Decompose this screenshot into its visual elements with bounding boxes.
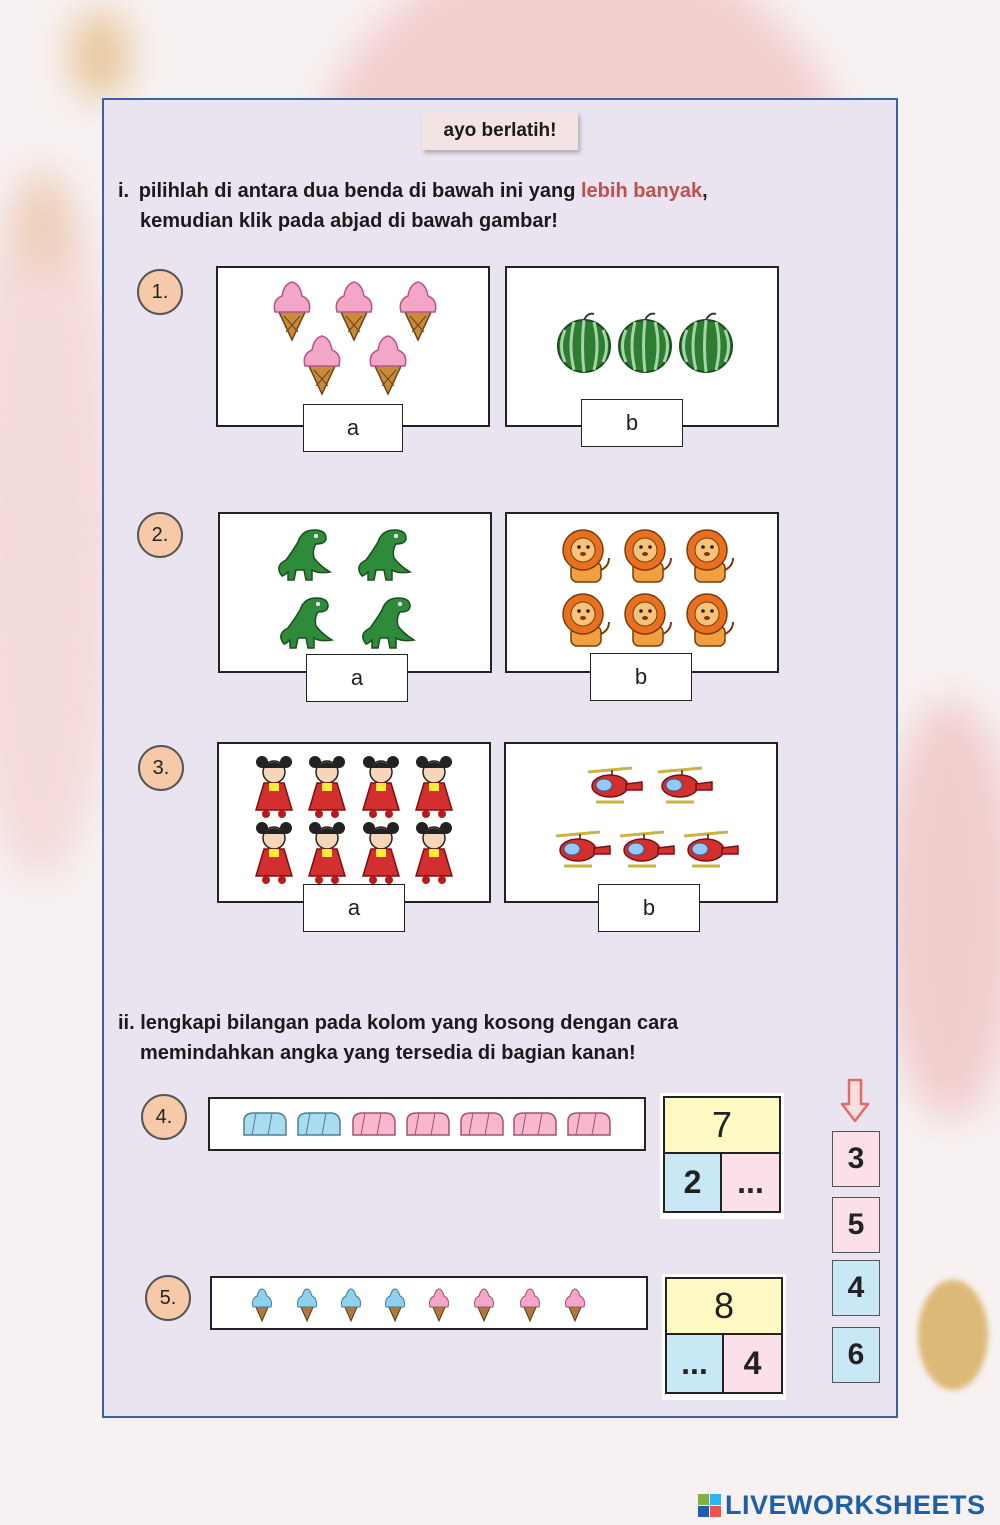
doll-icon <box>256 756 292 818</box>
number-bond-right: 4 <box>724 1335 783 1394</box>
picture-box-2b <box>505 512 779 673</box>
ice-cream-icon <box>253 1289 272 1321</box>
ice-cream-icon <box>430 1289 449 1321</box>
ice-cream-icon <box>521 1289 540 1321</box>
train-icon <box>244 1113 286 1135</box>
background-blob <box>70 10 130 100</box>
answer-1a[interactable]: a <box>303 404 403 452</box>
section2-instruction <box>118 1008 878 1068</box>
dinosaur-icon-group <box>220 514 490 671</box>
liveworksheets-logo <box>698 1490 986 1521</box>
arrow-down-icon <box>840 1078 870 1124</box>
doll-icon <box>309 756 345 818</box>
train-icon <box>461 1113 503 1135</box>
section2-prefix: ii. <box>118 1012 135 1034</box>
question-number-5: 5. <box>145 1275 191 1321</box>
ice-cream-cone-icon <box>336 282 371 340</box>
lion-icon <box>625 594 671 646</box>
lion-icon-group <box>507 514 777 671</box>
ice-cream-icon <box>298 1289 317 1321</box>
number-bond-whole: 8 <box>665 1277 783 1335</box>
number-bond-drop-slot[interactable]: ... <box>722 1154 781 1213</box>
ice-cream-cone-icon <box>304 336 339 394</box>
ice-cream-cone-icon <box>370 336 405 394</box>
doll-icon <box>363 822 399 884</box>
question-number-2: 2. <box>137 512 183 558</box>
worksheet-title: ayo berlatih! <box>422 112 578 150</box>
dinosaur-icon <box>279 530 330 580</box>
lion-icon <box>563 594 609 646</box>
answer-2b[interactable]: b <box>590 653 692 701</box>
picture-box-1a <box>216 266 490 427</box>
helicopter-icon <box>620 832 674 866</box>
watermelon-icon <box>558 314 610 372</box>
picture-box-2a <box>218 512 492 673</box>
lion-icon <box>563 530 609 582</box>
ice-cream-icon <box>475 1289 494 1321</box>
doll-icon-group <box>219 744 489 901</box>
dinosaur-icon <box>359 530 410 580</box>
ice-cream-icon-group <box>212 1278 646 1328</box>
helicopter-icon <box>588 768 642 802</box>
number-tile-6[interactable]: 6 <box>832 1327 880 1383</box>
ice-cream-icon <box>386 1289 405 1321</box>
answer-3b[interactable]: b <box>598 884 700 932</box>
background-blob <box>20 170 70 280</box>
background-blob <box>918 1280 988 1390</box>
section1-comma: , <box>702 180 708 202</box>
section1-prefix: i. <box>118 180 130 202</box>
lion-icon <box>687 530 733 582</box>
ice-cream-cone-icon <box>400 282 435 340</box>
picture-box-3b <box>504 742 778 903</box>
picture-strip-5 <box>210 1276 648 1330</box>
number-bond-5 <box>662 1274 786 1400</box>
number-tile-3[interactable]: 3 <box>832 1131 880 1187</box>
doll-icon <box>416 756 452 818</box>
answer-2a[interactable]: a <box>306 654 408 702</box>
answer-1b[interactable]: b <box>581 399 683 447</box>
picture-strip-4 <box>208 1097 646 1151</box>
watermelon-icon <box>680 314 732 372</box>
section1-line1: pilihlah di antara dua benda di bawah ini yang <box>138 180 581 202</box>
watermelon-icon <box>619 314 671 372</box>
question-number-4: 4. <box>141 1094 187 1140</box>
dinosaur-icon <box>281 598 332 648</box>
answer-3a[interactable]: a <box>303 884 405 932</box>
doll-icon <box>256 822 292 884</box>
question-number-3: 3. <box>138 745 184 791</box>
liveworksheets-logo-icon <box>698 1494 721 1517</box>
lion-icon <box>625 530 671 582</box>
helicopter-icon-group <box>506 744 776 901</box>
train-icon <box>353 1113 395 1135</box>
section1-instruction <box>118 176 878 236</box>
picture-box-3a <box>217 742 491 903</box>
doll-icon <box>363 756 399 818</box>
section2-line2: memindahkan angka yang tersedia di bagian kanan! <box>140 1042 636 1064</box>
train-icon <box>514 1113 556 1135</box>
train-icon <box>298 1113 340 1135</box>
number-bond-drop-slot[interactable]: ... <box>665 1335 724 1394</box>
background-blob <box>880 700 1000 1120</box>
section1-line2: kemudian klik pada abjad di bawah gambar! <box>140 210 558 232</box>
ice-cream-icon <box>342 1289 361 1321</box>
doll-icon <box>309 822 345 884</box>
number-tile-4[interactable]: 4 <box>832 1260 880 1316</box>
number-bond-4 <box>660 1093 784 1219</box>
doll-icon <box>416 822 452 884</box>
number-tile-5[interactable]: 5 <box>832 1197 880 1253</box>
train-icon <box>407 1113 449 1135</box>
helicopter-icon <box>684 832 738 866</box>
lion-icon <box>687 594 733 646</box>
ice-cream-cone-icon <box>274 282 309 340</box>
section2-line1: lengkapi bilangan pada kolom yang kosong dengan cara <box>140 1012 679 1034</box>
helicopter-icon <box>556 832 610 866</box>
section1-highlight: lebih banyak <box>580 180 703 202</box>
question-number-1: 1. <box>137 269 183 315</box>
helicopter-icon <box>658 768 712 802</box>
ice-cream-cone-icon-group <box>218 268 488 425</box>
logo-text: LIVEWORKSHEETS <box>725 1490 986 1520</box>
train-icon <box>568 1113 610 1135</box>
dinosaur-icon <box>363 598 414 648</box>
ice-cream-icon <box>566 1289 585 1321</box>
train-icon-group <box>210 1099 644 1149</box>
number-bond-whole: 7 <box>663 1096 781 1154</box>
number-bond-left: 2 <box>663 1154 722 1213</box>
